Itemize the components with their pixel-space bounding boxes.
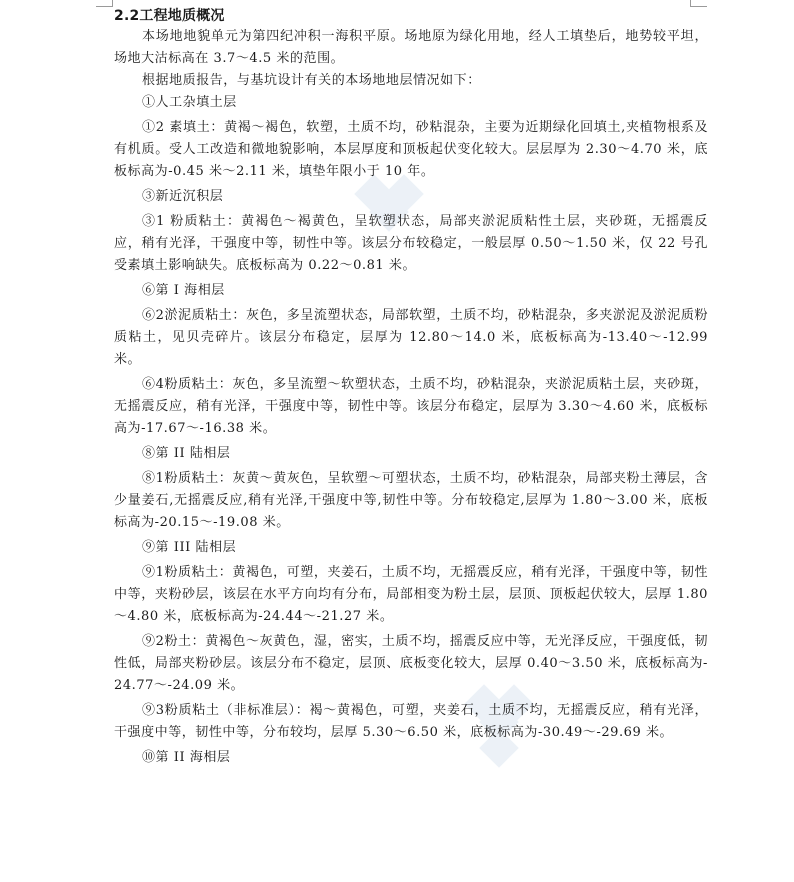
corner-mark-left [96,0,113,7]
layer-silt-9-2: ⑨2粉土：黄褐色～灰黄色，湿，密实，土质不均，摇震反应中等，无光泽反应，干强度低，韧性低，局部夹粉砂层。该层分布不稳定，层顶、底板变化较大，层厚 0.40～3.50 米，底板标高为-24.77～-24.09 米。 [114,634,708,693]
layer-mucky-clay-6-2: ⑥2淤泥质粘土：灰色，多呈流塑状态，局部软塑，土质不均，砂粘混杂，多夹淤泥及淤泥质粉质粘土，见贝壳碎片。该层分布稳定，层厚为 12.80～14.0 米，底板标高为-13.40～-12.99 米。 [114,308,708,367]
layer-heading-fill: ①人工杂填土层 [142,95,237,110]
paragraph-landform: 本场地地貌单元为第四纪冲积一海积平原。场地原为绿化用地，经人工填垫后，地势较平坦，场地大沽标高在 3.7～4.5 米的范围。 [114,29,708,66]
layer-silty-clay-6-4: ⑥4粉质粘土：灰色，多呈流塑～软塑状态，土质不均，砂粘混杂，夹淤泥质粘土层，夹砂斑，无摇震反应，稍有光泽，干强度中等，韧性中等。该层分布稳定，层厚为 3.30～4.60 米，底板标高为-17.67～-16.38 米。 [114,377,708,436]
layer-silty-clay-3-1: ③1 粉质粘土：黄褐色～褐黄色，呈软塑状态，局部夹淤泥质粘性土层，夹砂斑，无摇震反应，稍有光泽，干强度中等，韧性中等。该层分布较稳定，一般层厚 0.50～1.50 米，仅 22 号孔受素填土影响缺失。底板标高为 0.22～0.81 米。 [114,214,708,273]
layer-heading-continental-2: ⑧第 II 陆相层 [142,446,231,461]
layer-silty-clay-9-1: ⑨1粉质粘土：黄褐色，可塑，夹姜石，土质不均，无摇震反应，稍有光泽，干强度中等，韧性中等，夹粉砂层，该层在水平方向均有分布，局部相变为粉土层，层顶、顶板起伏较大，层厚 1.80～4.80 米，底板标高为-24.44～-21.27 米。 [114,565,708,624]
paragraph-intro: 根据地质报告，与基坑设计有关的本场地地层情况如下： [142,73,481,88]
document-body [114,6,708,769]
layer-heading-marine-1: ⑥第 I 海相层 [142,283,225,298]
layer-heading-continental-3: ⑨第 III 陆相层 [142,540,237,555]
layer-silty-clay-8-1: ⑧1粉质粘土：灰黄～黄灰色，呈软塑～可塑状态，土质不均，砂粘混杂，局部夹粉土薄层，含少量姜石,无摇震反应,稍有光泽,干强度中等,韧性中等。分布较稳定,层厚为 1.80～3.00 米，底板标高为-20.15～-19.08 米。 [114,471,708,530]
layer-heading-recent-deposit: ③新近沉积层 [142,189,224,204]
section-heading: 2.2工程地质概况 [114,8,225,24]
layer-heading-marine-2: ⑩第 II 海相层 [142,750,231,765]
next-line-cutoff [114,870,708,882]
layer-silty-clay-9-3: ⑨3粉质粘土（非标准层）：褐～黄褐色，可塑，夹姜石，土质不均，无摇震反应，稍有光泽，干强度中等，韧性中等，分布较均，层厚 5.30～6.50 米，底板标高为-30.49～-29.69 米。 [114,703,708,740]
layer-plain-fill: ①2 素填土：黄褐～褐色，软塑，土质不均，砂粘混杂，主要为近期绿化回填土,夹植物根系及有机质。受人工改造和微地貌影响，本层厚度和顶板起伏变化较大。层层厚为 2.30～4.70 米，底板标高为-0.45 米～2.11 米，填垫年限小于 10 年。 [114,120,708,179]
